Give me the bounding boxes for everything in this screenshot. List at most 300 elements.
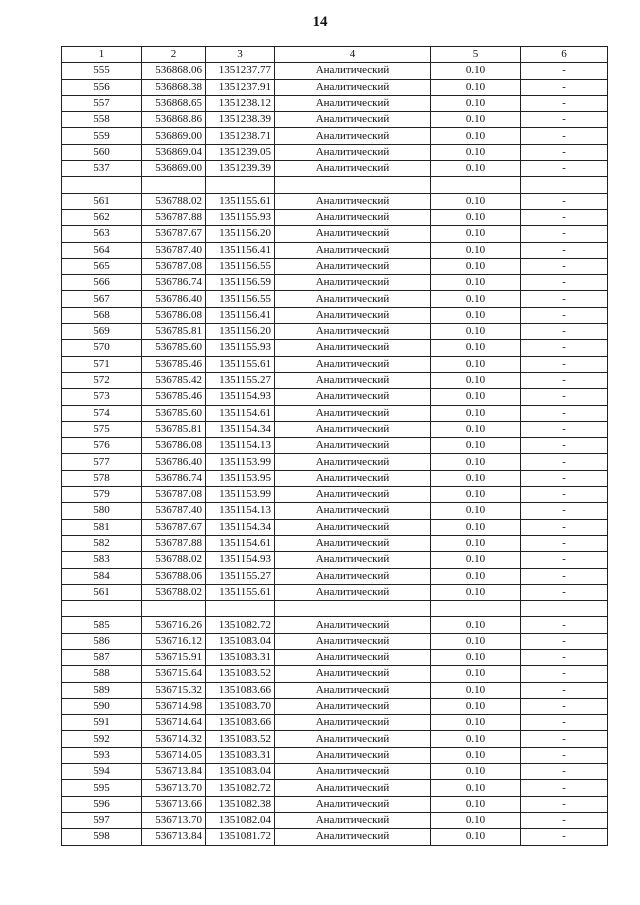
method-cell: Аналитический [275,698,431,714]
method-cell: Аналитический [275,649,431,665]
y-coordinate-cell: 1351083.04 [206,764,275,780]
note-cell: - [521,666,608,682]
note-cell: - [521,389,608,405]
accuracy-cell [431,177,521,193]
x-coordinate-cell: 536788.02 [142,193,206,209]
method-cell: Аналитический [275,340,431,356]
point-number-cell: 576 [62,438,142,454]
accuracy-cell: 0.10 [431,291,521,307]
method-cell: Аналитический [275,389,431,405]
accuracy-cell: 0.10 [431,519,521,535]
x-coordinate-cell: 536716.26 [142,617,206,633]
note-cell: - [521,95,608,111]
note-cell: - [521,649,608,665]
method-cell: Аналитический [275,258,431,274]
x-coordinate-cell: 536869.00 [142,161,206,177]
table-row [62,731,608,747]
method-cell: Аналитический [275,291,431,307]
y-coordinate-cell: 1351083.31 [206,747,275,763]
table-row [62,503,608,519]
note-cell: - [521,372,608,388]
point-number-cell: 537 [62,161,142,177]
note-cell: - [521,747,608,763]
y-coordinate-cell: 1351154.93 [206,389,275,405]
x-coordinate-cell: 536713.84 [142,764,206,780]
method-cell: Аналитический [275,584,431,600]
table-row [62,79,608,95]
table-row [62,454,608,470]
note-cell: - [521,144,608,160]
y-coordinate-cell: 1351155.93 [206,209,275,225]
table-row [62,226,608,242]
method-cell: Аналитический [275,780,431,796]
table-row [62,584,608,600]
method-cell: Аналитический [275,715,431,731]
page-number: 14 [312,14,328,30]
table-row [62,144,608,160]
table-row [62,666,608,682]
coordinates-table [61,46,608,846]
column-header: 6 [521,47,608,63]
x-coordinate-cell: 536715.91 [142,649,206,665]
y-coordinate-cell: 1351155.93 [206,340,275,356]
x-coordinate-cell: 536869.04 [142,144,206,160]
table-header-row [62,47,608,63]
point-number-cell: 563 [62,226,142,242]
table-row [62,649,608,665]
accuracy-cell: 0.10 [431,535,521,551]
y-coordinate-cell: 1351156.59 [206,275,275,291]
y-coordinate-cell: 1351154.13 [206,503,275,519]
note-cell [521,177,608,193]
x-coordinate-cell: 536868.86 [142,112,206,128]
x-coordinate-cell: 536785.60 [142,405,206,421]
note-cell: - [521,209,608,225]
method-cell: Аналитический [275,275,431,291]
accuracy-cell: 0.10 [431,470,521,486]
y-coordinate-cell: 1351154.61 [206,405,275,421]
table-row [62,764,608,780]
method-cell: Аналитический [275,487,431,503]
note-cell: - [521,454,608,470]
note-cell: - [521,764,608,780]
table-row [62,324,608,340]
x-coordinate-cell: 536714.05 [142,747,206,763]
accuracy-cell: 0.10 [431,193,521,209]
accuracy-cell: 0.10 [431,161,521,177]
method-cell: Аналитический [275,161,431,177]
method-cell: Аналитический [275,796,431,812]
point-number-cell: 569 [62,324,142,340]
note-cell: - [521,340,608,356]
column-header: 1 [62,47,142,63]
x-coordinate-cell: 536787.88 [142,209,206,225]
y-coordinate-cell: 1351238.39 [206,112,275,128]
note-cell [521,601,608,617]
x-coordinate-cell: 536868.38 [142,79,206,95]
point-number-cell: 560 [62,144,142,160]
accuracy-cell: 0.10 [431,356,521,372]
accuracy-cell: 0.10 [431,568,521,584]
column-header: 4 [275,47,431,63]
y-coordinate-cell: 1351156.55 [206,258,275,274]
accuracy-cell: 0.10 [431,258,521,274]
table-row [62,193,608,209]
x-coordinate-cell: 536785.42 [142,372,206,388]
note-cell: - [521,796,608,812]
y-coordinate-cell: 1351155.61 [206,584,275,600]
method-cell: Аналитический [275,144,431,160]
accuracy-cell: 0.10 [431,731,521,747]
x-coordinate-cell: 536786.40 [142,454,206,470]
accuracy-cell: 0.10 [431,698,521,714]
table-row [62,796,608,812]
x-coordinate-cell: 536713.84 [142,829,206,845]
y-coordinate-cell: 1351238.12 [206,95,275,111]
method-cell: Аналитический [275,209,431,225]
table-row [62,698,608,714]
note-cell: - [521,698,608,714]
point-number-cell: 573 [62,389,142,405]
table-row [62,63,608,79]
x-coordinate-cell: 536713.70 [142,812,206,828]
point-number-cell: 555 [62,63,142,79]
note-cell: - [521,356,608,372]
x-coordinate-cell: 536786.40 [142,291,206,307]
point-number-cell: 562 [62,209,142,225]
accuracy-cell: 0.10 [431,421,521,437]
method-cell: Аналитический [275,617,431,633]
y-coordinate-cell: 1351082.72 [206,617,275,633]
y-coordinate-cell: 1351237.77 [206,63,275,79]
accuracy-cell: 0.10 [431,275,521,291]
accuracy-cell: 0.10 [431,552,521,568]
y-coordinate-cell: 1351156.55 [206,291,275,307]
method-cell: Аналитический [275,747,431,763]
note-cell: - [521,63,608,79]
accuracy-cell: 0.10 [431,307,521,323]
table-row [62,356,608,372]
table-row [62,715,608,731]
point-number-cell: 584 [62,568,142,584]
accuracy-cell: 0.10 [431,617,521,633]
note-cell: - [521,568,608,584]
point-number-cell: 583 [62,552,142,568]
accuracy-cell: 0.10 [431,389,521,405]
accuracy-cell: 0.10 [431,812,521,828]
x-coordinate-cell: 536785.81 [142,324,206,340]
note-cell: - [521,503,608,519]
point-number-cell: 593 [62,747,142,763]
y-coordinate-cell: 1351155.27 [206,568,275,584]
table-row [62,535,608,551]
y-coordinate-cell: 1351083.66 [206,682,275,698]
x-coordinate-cell: 536785.46 [142,356,206,372]
accuracy-cell: 0.10 [431,438,521,454]
note-cell: - [521,780,608,796]
method-cell: Аналитический [275,682,431,698]
point-number-cell: 559 [62,128,142,144]
y-coordinate-cell: 1351083.52 [206,666,275,682]
x-coordinate-cell: 536786.08 [142,307,206,323]
table-row [62,389,608,405]
note-cell: - [521,633,608,649]
note-cell: - [521,226,608,242]
table-row [62,161,608,177]
accuracy-cell: 0.10 [431,209,521,225]
method-cell: Аналитический [275,535,431,551]
note-cell: - [521,715,608,731]
table-row [62,601,608,617]
y-coordinate-cell: 1351154.34 [206,421,275,437]
point-number-cell: 595 [62,780,142,796]
point-number-cell: 581 [62,519,142,535]
point-number-cell: 594 [62,764,142,780]
method-cell: Аналитический [275,552,431,568]
method-cell: Аналитический [275,454,431,470]
accuracy-cell: 0.10 [431,780,521,796]
table-row [62,112,608,128]
accuracy-cell: 0.10 [431,144,521,160]
method-cell: Аналитический [275,242,431,258]
point-number-cell: 566 [62,275,142,291]
y-coordinate-cell: 1351155.27 [206,372,275,388]
note-cell: - [521,112,608,128]
table-row [62,633,608,649]
point-number-cell: 580 [62,503,142,519]
table-row [62,242,608,258]
accuracy-cell: 0.10 [431,340,521,356]
accuracy-cell: 0.10 [431,829,521,845]
y-coordinate-cell: 1351239.05 [206,144,275,160]
accuracy-cell: 0.10 [431,584,521,600]
x-coordinate-cell: 536787.67 [142,226,206,242]
point-number-cell: 572 [62,372,142,388]
method-cell: Аналитический [275,324,431,340]
y-coordinate-cell [206,601,275,617]
note-cell: - [521,161,608,177]
method-cell: Аналитический [275,666,431,682]
point-number-cell: 587 [62,649,142,665]
y-coordinate-cell: 1351239.39 [206,161,275,177]
method-cell [275,601,431,617]
point-number-cell: 592 [62,731,142,747]
point-number-cell: 556 [62,79,142,95]
y-coordinate-cell: 1351153.95 [206,470,275,486]
x-coordinate-cell: 536714.32 [142,731,206,747]
table-row [62,617,608,633]
method-cell: Аналитический [275,95,431,111]
method-cell: Аналитический [275,226,431,242]
x-coordinate-cell: 536715.32 [142,682,206,698]
accuracy-cell: 0.10 [431,112,521,128]
y-coordinate-cell: 1351237.91 [206,79,275,95]
method-cell: Аналитический [275,633,431,649]
y-coordinate-cell: 1351082.04 [206,812,275,828]
point-number-cell: 571 [62,356,142,372]
note-cell: - [521,421,608,437]
y-coordinate-cell: 1351082.72 [206,780,275,796]
y-coordinate-cell: 1351154.34 [206,519,275,535]
y-coordinate-cell: 1351154.93 [206,552,275,568]
note-cell: - [521,291,608,307]
point-number-cell: 596 [62,796,142,812]
y-coordinate-cell: 1351083.66 [206,715,275,731]
point-number-cell: 557 [62,95,142,111]
method-cell [275,177,431,193]
point-number-cell: 568 [62,307,142,323]
y-coordinate-cell: 1351155.61 [206,356,275,372]
accuracy-cell: 0.10 [431,666,521,682]
point-number-cell: 565 [62,258,142,274]
point-number-cell: 590 [62,698,142,714]
x-coordinate-cell: 536788.02 [142,552,206,568]
method-cell: Аналитический [275,764,431,780]
accuracy-cell: 0.10 [431,128,521,144]
y-coordinate-cell: 1351156.20 [206,226,275,242]
table-row [62,405,608,421]
note-cell: - [521,324,608,340]
note-cell: - [521,275,608,291]
accuracy-cell: 0.10 [431,503,521,519]
method-cell: Аналитический [275,470,431,486]
note-cell: - [521,535,608,551]
y-coordinate-cell: 1351154.61 [206,535,275,551]
y-coordinate-cell: 1351082.38 [206,796,275,812]
note-cell: - [521,193,608,209]
accuracy-cell: 0.10 [431,324,521,340]
point-number-cell: 577 [62,454,142,470]
point-number-cell: 597 [62,812,142,828]
accuracy-cell: 0.10 [431,405,521,421]
point-number-cell: 570 [62,340,142,356]
x-coordinate-cell: 536785.46 [142,389,206,405]
point-number-cell: 588 [62,666,142,682]
y-coordinate-cell: 1351083.52 [206,731,275,747]
note-cell: - [521,617,608,633]
table-row [62,209,608,225]
accuracy-cell: 0.10 [431,747,521,763]
x-coordinate-cell: 536868.65 [142,95,206,111]
method-cell: Аналитический [275,307,431,323]
accuracy-cell [431,601,521,617]
method-cell: Аналитический [275,421,431,437]
x-coordinate-cell: 536713.66 [142,796,206,812]
point-number-cell: 578 [62,470,142,486]
accuracy-cell: 0.10 [431,487,521,503]
point-number-cell: 586 [62,633,142,649]
note-cell: - [521,79,608,95]
note-cell: - [521,584,608,600]
x-coordinate-cell: 536787.08 [142,487,206,503]
point-number-cell: 574 [62,405,142,421]
x-coordinate-cell: 536715.64 [142,666,206,682]
accuracy-cell: 0.10 [431,372,521,388]
note-cell: - [521,682,608,698]
table-row [62,747,608,763]
table-row [62,421,608,437]
point-number-cell: 561 [62,193,142,209]
y-coordinate-cell [206,177,275,193]
point-number-cell: 582 [62,535,142,551]
note-cell: - [521,487,608,503]
note-cell: - [521,470,608,486]
x-coordinate-cell [142,601,206,617]
table-row [62,372,608,388]
note-cell: - [521,438,608,454]
method-cell: Аналитический [275,63,431,79]
x-coordinate-cell: 536786.08 [142,438,206,454]
column-header: 5 [431,47,521,63]
method-cell: Аналитический [275,519,431,535]
accuracy-cell: 0.10 [431,764,521,780]
accuracy-cell: 0.10 [431,682,521,698]
table-row [62,812,608,828]
table-row [62,829,608,845]
table-row [62,275,608,291]
point-number-cell: 558 [62,112,142,128]
table-row [62,307,608,323]
method-cell: Аналитический [275,372,431,388]
point-number-cell: 579 [62,487,142,503]
x-coordinate-cell: 536786.74 [142,470,206,486]
method-cell: Аналитический [275,79,431,95]
point-number-cell: 598 [62,829,142,845]
x-coordinate-cell: 536787.88 [142,535,206,551]
x-coordinate-cell: 536785.60 [142,340,206,356]
x-coordinate-cell: 536714.98 [142,698,206,714]
method-cell: Аналитический [275,405,431,421]
x-coordinate-cell: 536787.67 [142,519,206,535]
x-coordinate-cell: 536786.74 [142,275,206,291]
x-coordinate-cell: 536713.70 [142,780,206,796]
accuracy-cell: 0.10 [431,79,521,95]
accuracy-cell: 0.10 [431,796,521,812]
y-coordinate-cell: 1351153.99 [206,487,275,503]
x-coordinate-cell: 536785.81 [142,421,206,437]
point-number-cell [62,177,142,193]
table-row [62,438,608,454]
table-body [62,63,608,845]
column-header: 3 [206,47,275,63]
accuracy-cell: 0.10 [431,226,521,242]
x-coordinate-cell: 536869.00 [142,128,206,144]
point-number-cell: 589 [62,682,142,698]
point-number-cell [62,601,142,617]
y-coordinate-cell: 1351081.72 [206,829,275,845]
table-row [62,95,608,111]
accuracy-cell: 0.10 [431,633,521,649]
table-row [62,177,608,193]
note-cell: - [521,552,608,568]
accuracy-cell: 0.10 [431,95,521,111]
method-cell: Аналитический [275,568,431,584]
accuracy-cell: 0.10 [431,63,521,79]
table-row [62,128,608,144]
accuracy-cell: 0.10 [431,454,521,470]
note-cell: - [521,829,608,845]
method-cell: Аналитический [275,128,431,144]
note-cell: - [521,812,608,828]
method-cell: Аналитический [275,356,431,372]
note-cell: - [521,731,608,747]
point-number-cell: 564 [62,242,142,258]
x-coordinate-cell: 536787.08 [142,258,206,274]
table-row [62,487,608,503]
y-coordinate-cell: 1351083.31 [206,649,275,665]
table-row [62,682,608,698]
y-coordinate-cell: 1351083.04 [206,633,275,649]
